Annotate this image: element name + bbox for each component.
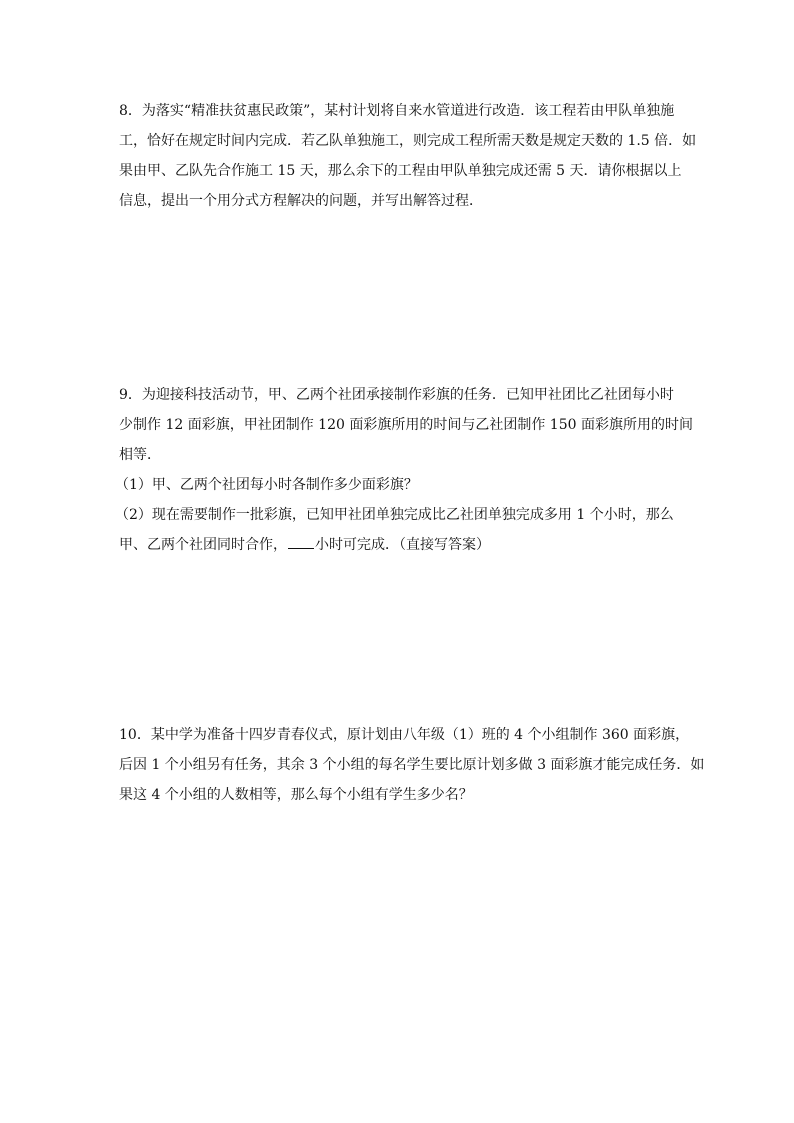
problem-8 xyxy=(119,96,697,216)
problem-10-line-2: 后因 1 个小组另有任务，其余 3 个小组的每名学生要比原计划多做 3 面彩旗才能完成任务．如 xyxy=(119,757,705,773)
problem-8-line-3: 果由甲、乙队先合作施工 15 天，那么余下的工程由甲队单独完成还需 5 天．请你根据以上 xyxy=(119,163,682,179)
problem-9-part-2-answer-line xyxy=(119,530,681,560)
problem-9-part-2: （2）现在需要制作一批彩旗，已知甲社团单独完成比乙社团单独完成多用 1 个小时，那么 xyxy=(115,507,674,523)
problem-10-line-3: 果这 4 个小组的人数相等，那么每个小组有学生多少名？ xyxy=(119,787,473,803)
answer-prefix: 甲、乙两个社团同时合作， xyxy=(119,537,287,553)
problem-10-line-1: 10．某中学为准备十四岁青春仪式，原计划由八年级（1）班的 4 个小组制作 360 面彩旗， xyxy=(119,727,690,743)
problem-9-line-3: 相等． xyxy=(119,447,161,463)
problem-9-line-2: 少制作 12 面彩旗，甲社团制作 120 面彩旗所用的时间与乙社团制作 150 面彩旗所用的时间 xyxy=(119,417,693,433)
problem-9-part-1: （1）甲、乙两个社团每小时各制作多少面彩旗？ xyxy=(115,477,418,493)
problem-8-line-1: 8．为落实“精准扶贫惠民政策”，某村计划将自来水管道进行改造．该工程若由甲队单独施 xyxy=(119,103,675,119)
problem-9 xyxy=(115,380,693,560)
answer-suffix: 小时可完成．（直接写答案） xyxy=(315,537,490,553)
problem-10 xyxy=(119,720,705,810)
problem-8-line-4: 信息，提出一个用分式方程解决的问题，并写出解答过程． xyxy=(119,193,483,209)
answer-blank[interactable] xyxy=(288,534,314,549)
problem-9-line-1: 9．为迎接科技活动节，甲、乙两个社团承接制作彩旗的任务．已知甲社团比乙社团每小时 xyxy=(119,387,674,403)
problem-8-line-2: 工，恰好在规定时间内完成．若乙队单独施工，则完成工程所需天数是规定天数的 1.5 倍．如 xyxy=(119,133,697,149)
